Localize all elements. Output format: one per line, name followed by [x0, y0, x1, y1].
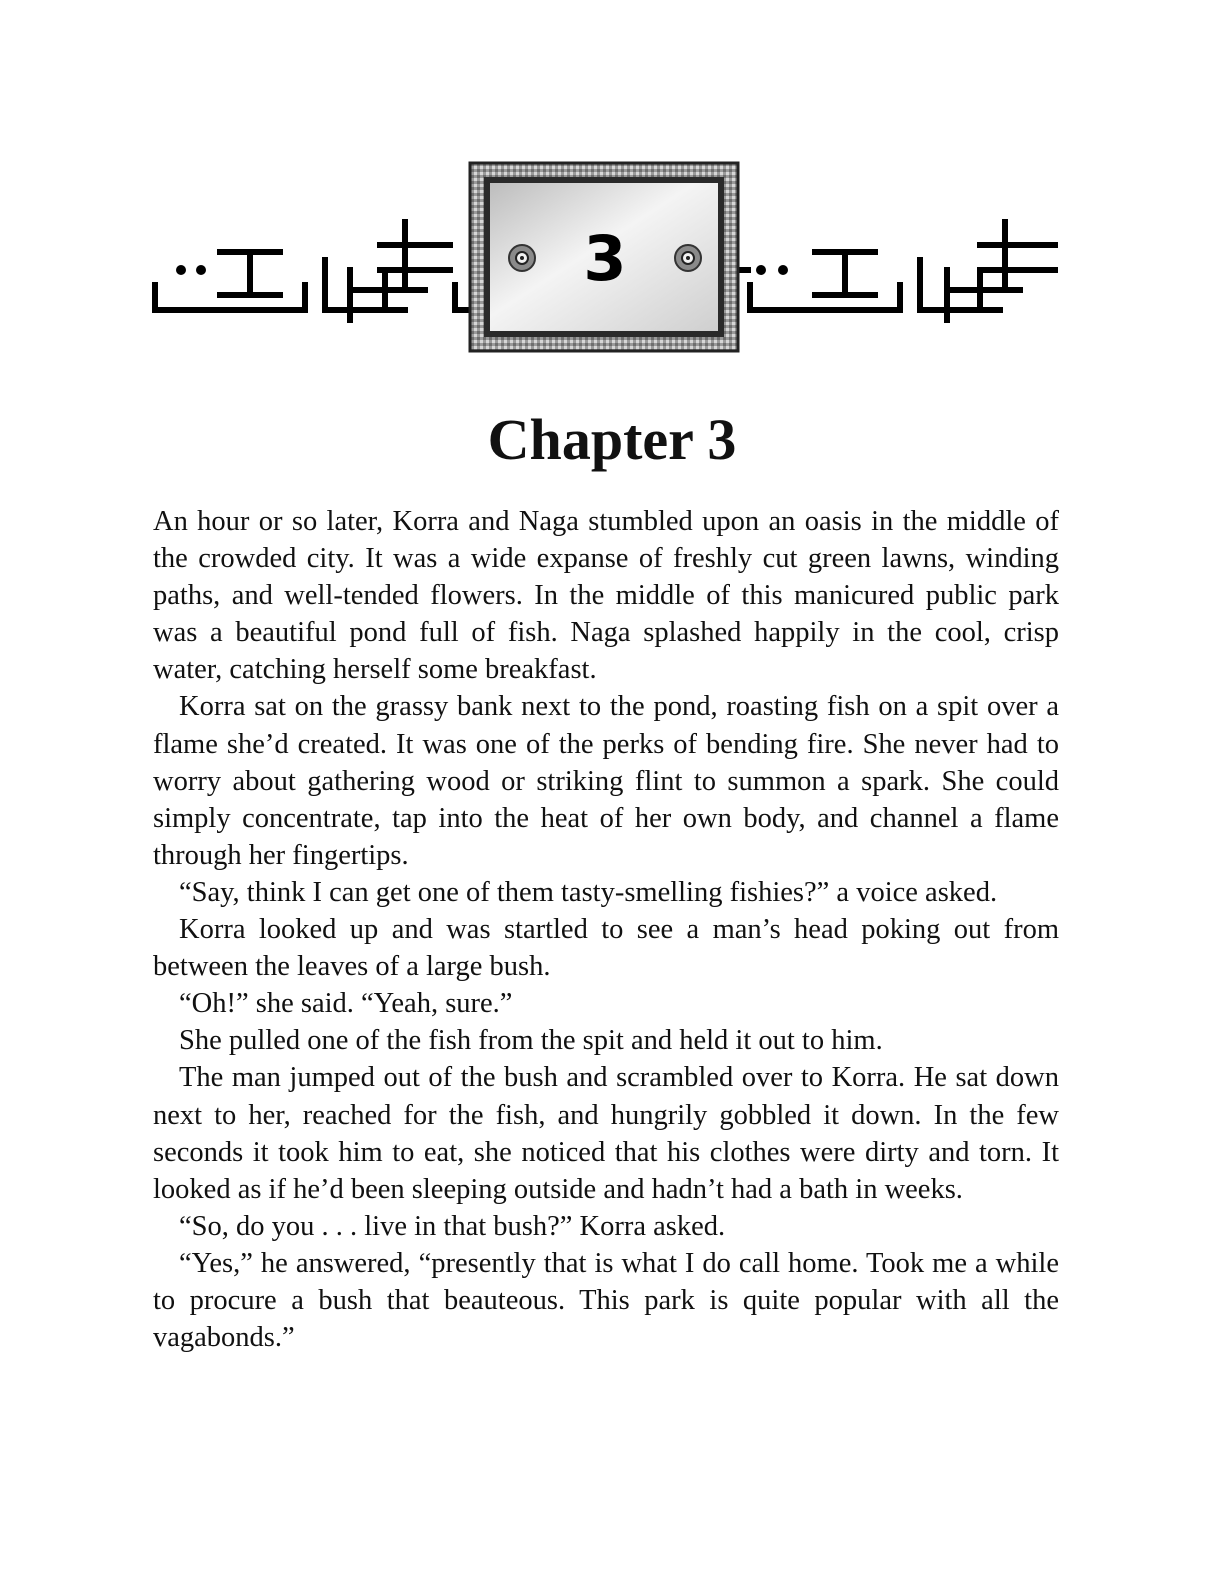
paragraph: “Oh!” she said. “Yeah, sure.”	[179, 988, 513, 1020]
chapter-number: 3	[583, 222, 627, 295]
paragraph: Korra looked up and was startled to see a man’s head poking out from between the leaves of a large bush.	[153, 914, 1059, 983]
chapter-number-plaque	[470, 163, 738, 351]
paragraph: “Yes,” he answered, “presently that is what I do call home. Took me a while to procure a bush that beauteous. This park is quite popular with all the vagabonds.”	[153, 1247, 1059, 1354]
paragraph: She pulled one of the fish from the spit and held it out to him.	[179, 1025, 883, 1057]
chapter-title: Chapter 3	[487, 407, 737, 472]
right-meander-ornament	[740, 222, 1055, 320]
rosette-icon	[675, 245, 701, 271]
body-text	[153, 503, 1059, 1356]
paragraph: The man jumped out of the bush and scrambled over to Korra. He sat down next to her, reached for the fish, and hungrily gobbled it down. In the few seconds it took him to eat, she noticed that his clothes were dirty and torn. It looked as if he’d been sleeping outside and hadn’t had a bath in weeks.	[153, 1062, 1059, 1205]
chapter-header-ornament	[150, 160, 1062, 355]
paragraph: “Say, think I can get one of them tasty-smelling fishies?” a voice asked.	[179, 876, 998, 908]
paragraph: An hour or so later, Korra and Naga stumbled upon an oasis in the middle of the crowded city. It was a wide expanse of freshly cut green lawns, winding paths, and well-tended flowers. In the middle of this manicured public park was a beautiful pond full of fish. Naga splashed happily in the cool, crisp water, catching herself some breakfast.	[153, 506, 1059, 686]
left-meander-ornament	[155, 222, 475, 320]
paragraph: “So, do you . . . live in that bush?” Korra asked.	[179, 1210, 726, 1242]
paragraph: Korra sat on the grassy bank next to the pond, roasting fish on a spit over a flame she’d created. It was one of the perks of bending fire. She never had to worry about gathering wood or striking flint to summon a spark. She could simply concentrate, tap into the heat of her own body, and channel a flame through her fingertips.	[153, 691, 1059, 871]
rosette-icon	[509, 245, 535, 271]
